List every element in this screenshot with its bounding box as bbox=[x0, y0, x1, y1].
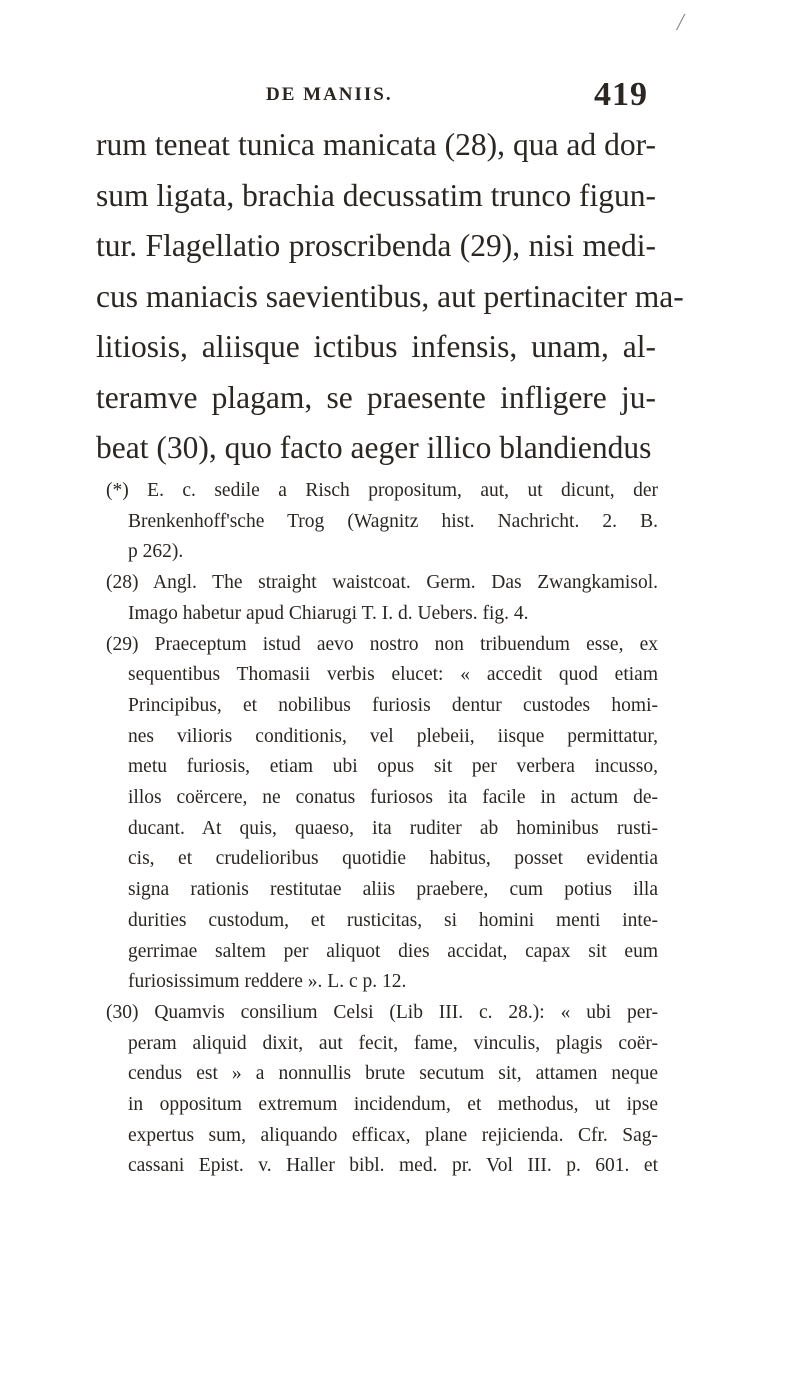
footnotes bbox=[106, 476, 658, 1182]
main-text-line: beat (30), quo facto aeger illico blandiendus bbox=[96, 430, 652, 465]
footnote-line: illos coërcere, ne conatus furiosos ita facile in actum de- bbox=[128, 787, 658, 809]
footnote-line: gerrimae saltem per aliquot dies accidat, capax sit eum bbox=[128, 940, 658, 962]
footnote-line: Brenkenhoff'sche Trog (Wagnitz hist. Nachricht. 2. B. bbox=[128, 510, 658, 532]
footnote-line: peram aliquid dixit, aut fecit, fame, vinculis, plagis coër- bbox=[128, 1032, 658, 1054]
running-head: DE MANIIS. bbox=[266, 84, 393, 105]
footnote-line: (30) Quamvis consilium Celsi (Lib III. c. 28.): « ubi per- bbox=[106, 1001, 658, 1023]
page-number: 419 bbox=[594, 76, 648, 113]
main-text-line: sum ligata, brachia decussatim trunco figun- bbox=[96, 177, 656, 213]
footnote-line: ducant. At quis, quaeso, ita ruditer ab hominibus rusti- bbox=[128, 817, 658, 839]
main-text-line: cus maniacis saevientibus, aut pertinaciter ma- bbox=[96, 278, 684, 314]
main-text-line: teramve plagam, se praesente infligere ju- bbox=[96, 379, 656, 415]
footnote-line: expertus sum, aliquando efficax, plane rejicienda. Cfr. Sag- bbox=[128, 1124, 658, 1146]
main-text-line: rum teneat tunica manicata (28), qua ad dor- bbox=[96, 127, 656, 162]
footnote-line: sequentibus Thomasii verbis elucet: « accedit quod etiam bbox=[128, 664, 658, 686]
corner-mark: / bbox=[677, 10, 684, 36]
main-text-line: tur. Flagellatio proscribenda (29), nisi medi- bbox=[96, 228, 656, 263]
footnote-line: Imago habetur apud Chiarugi T. I. d. Uebers. fig. 4. bbox=[128, 602, 529, 624]
footnote-line: metu furiosis, etiam ubi opus sit per verbera incusso, bbox=[128, 756, 658, 778]
footnote-line: p 262). bbox=[128, 541, 184, 563]
footnote-line: durities custodum, et rusticitas, si homini menti inte- bbox=[128, 909, 658, 931]
page-header bbox=[96, 78, 648, 118]
footnote-line: signa rationis restitutae aliis praebere, cum potius illa bbox=[128, 879, 658, 901]
footnote-line: cassani Epist. v. Haller bibl. med. pr. Vol III. p. 601. et bbox=[128, 1155, 658, 1177]
footnote-line: in oppositum extremum incidendum, et methodus, ut ipse bbox=[128, 1094, 658, 1116]
footnote-line: furiosissimum reddere ». L. c p. 12. bbox=[128, 971, 407, 993]
footnote-line: (28) Angl. The straight waistcoat. Germ. Das Zwangkamisol. bbox=[106, 572, 658, 594]
footnote-line: (*) E. c. sedile a Risch propositum, aut, ut dicunt, der bbox=[106, 480, 658, 501]
main-text bbox=[96, 120, 684, 474]
footnote-line: (29) Praeceptum istud aevo nostro non tribuendum esse, ex bbox=[106, 633, 658, 655]
footnote-line: cis, et crudelioribus quotidie habitus, posset evidentia bbox=[128, 848, 658, 870]
footnote-line: Principibus, et nobilibus furiosis dentur custodes homi- bbox=[128, 694, 658, 716]
footnote-line: nes vilioris conditionis, vel plebeii, iisque permittatur, bbox=[128, 725, 658, 747]
footnote-line: cendus est » a nonnullis brute secutum sit, attamen neque bbox=[128, 1063, 658, 1085]
main-text-line: litiosis, aliisque ictibus infensis, unam, al- bbox=[96, 329, 656, 364]
